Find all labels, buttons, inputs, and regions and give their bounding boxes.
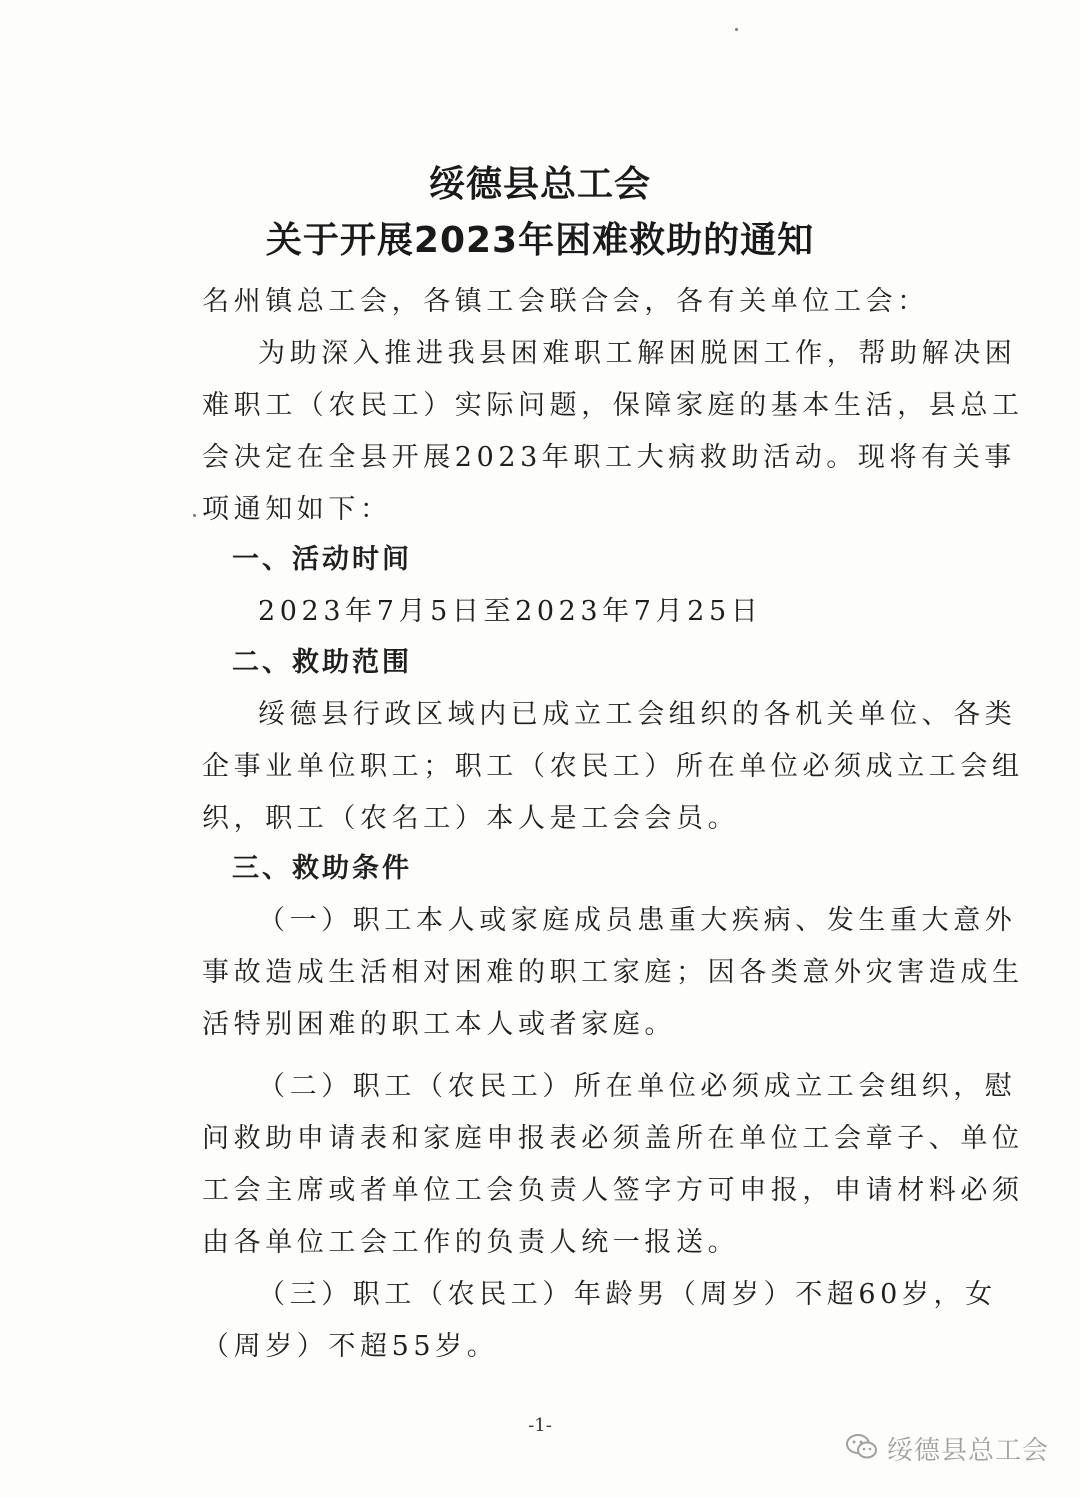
section-heading-conditions: 三、救助条件 bbox=[232, 853, 412, 884]
intro-line: 难职工（农民工）实际问题，保障家庭的基本生活，县总工 bbox=[202, 390, 1024, 421]
document-title-line2: 关于开展2023年困难救助的通知 bbox=[265, 220, 815, 261]
scope-line: 织，职工（农名工）本人是工会会员。 bbox=[202, 803, 740, 834]
condition-3-line: （周岁）不超55岁。 bbox=[202, 1331, 499, 1362]
condition-1-line: （一）职工本人或家庭成员患重大疾病、发生重大意外 bbox=[258, 905, 1017, 936]
watermark-text: 绥德县总工会 bbox=[887, 1436, 1050, 1466]
document-title-line1: 绥德县总工会 bbox=[428, 164, 651, 205]
scan-speck bbox=[735, 28, 738, 31]
condition-2-line: 问救助申请表和家庭申报表必须盖所在单位工会章子、单位 bbox=[202, 1123, 1024, 1154]
page-number: -1- bbox=[528, 1415, 552, 1436]
condition-3-line: （三）职工（农民工）年龄男（周岁）不超60岁，女 bbox=[258, 1279, 997, 1310]
addressee: 名州镇总工会，各镇工会联合会，各有关单位工会： bbox=[202, 286, 929, 317]
section-heading-scope: 二、救助范围 bbox=[232, 647, 412, 678]
section-heading-activity-time: 一、活动时间 bbox=[232, 544, 412, 575]
watermark bbox=[845, 1430, 1049, 1467]
condition-2-line: 工会主席或者单位工会负责人签字方可申报，申请材料必须 bbox=[202, 1175, 1024, 1206]
activity-dates: 2023年7月5日至2023年7月25日 bbox=[258, 596, 763, 627]
wechat-icon bbox=[845, 1432, 879, 1466]
condition-1-line: 活特别困难的职工本人或者家庭。 bbox=[202, 1009, 676, 1040]
scope-line: 绥德县行政区域内已成立工会组织的各机关单位、各类 bbox=[258, 699, 1017, 730]
condition-2-line: （二）职工（农民工）所在单位必须成立工会组织，慰 bbox=[258, 1071, 1017, 1102]
intro-line: 为助深入推进我县困难职工解困脱困工作，帮助解决困 bbox=[258, 338, 1017, 369]
condition-1-line: 事故造成生活相对困难的职工家庭；因各类意外灾害造成生 bbox=[202, 957, 1024, 988]
intro-line: 项通知如下： bbox=[202, 494, 392, 525]
scope-line: 企事业单位职工；职工（农民工）所在单位必须成立工会组 bbox=[202, 751, 1024, 782]
scan-speck bbox=[193, 514, 196, 517]
condition-2-line: 由各单位工会工作的负责人统一报送。 bbox=[202, 1227, 740, 1258]
intro-line: 会决定在全县开展2023年职工大病救助活动。现将有关事 bbox=[202, 442, 1016, 473]
